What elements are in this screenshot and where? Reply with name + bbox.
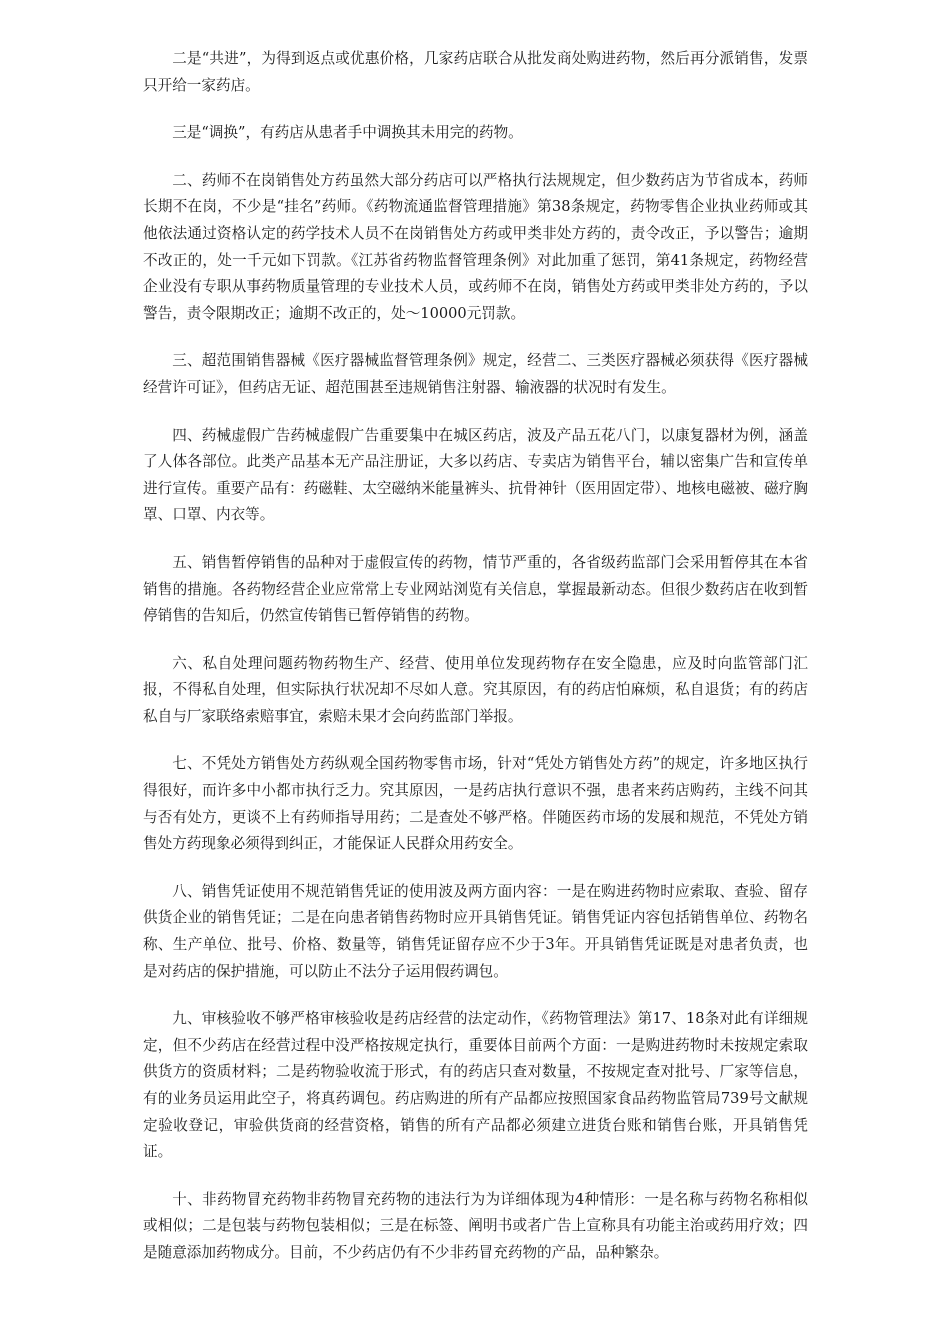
paragraph-inspection: 九、审核验收不够严格审核验收是药店经营的法定动作，《药物管理法》第17、18条对此有详细规定，但不少药店在经营过程中没严格按规定执行，重要体目前两个方面：一是购进药物时未按规定索取供货方的资质材料；二是药物验收流于形式，有的药店只查对数量，不按规定查对批号、厂家等信息，有的业务员运用此空子，将真药调包。药店购进的所有产品都应按照国家食品药物监管局739号文献规定验收登记，审验供货商的经营资格，销售的所有产品都必须建立进货台账和销售台账，开具销售凭证。 xyxy=(143,1010,808,1161)
paragraph-no-prescription: 七、不凭处方销售处方药纵观全国药物零售市场，针对“凭处方销售处方药”的规定，许多地区执行得很好，而许多中小都市执行乏力。究其原因，一是药店执行意识不强，患者来药店购药，主线不问其与否有处方，更谈不上有药师指导用药；二是查处不够严格。伴随医药市场的发展和规范，不凭处方销售处方药现象必须得到纠正，才能保证人民群众用药安全。 xyxy=(143,755,808,853)
paragraph-false-ads: 四、药械虚假广告药械虚假广告重要集中在城区药店，波及产品五花八门，以康复器材为例，涵盖了人体各部位。此类产品基本无产品注册证，大多以药店、专卖店为销售平台，辅以密集广告和宣传单进行宣传。重要产品有：药磁鞋、太空磁纳米能量裤头、抗骨神针（医用固定带）、地核电磁被、磁疗胸罩、口罩、内衣等。 xyxy=(143,426,808,524)
paragraph-private-handling: 六、私自处理问题药物药物生产、经营、使用单位发现药物存在安全隐患，应及时向监管部门汇报，不得私自处理，但实际执行状况却不尽如人意。究其原因，有的药店怕麻烦，私自退货；有的药店私自与厂家联络索赔事宜，索赔未果才会向药监部门举报。 xyxy=(143,654,808,725)
paragraph-device-scope: 三、超范围销售器械《医疗器械监督管理条例》规定，经营二、三类医疗器械必须获得《医疗器械经营许可证》，但药店无证、超范围甚至违规销售注射器、输液器的状况时有发生。 xyxy=(143,352,808,396)
document-body xyxy=(143,46,808,1288)
paragraph-sales-vouchers: 八、销售凭证使用不规范销售凭证的使用波及两方面内容：一是在购进药物时应索取、查验、留存供货企业的销售凭证；二是在向患者销售药物时应开具销售凭证。销售凭证内容包括销售单位、药物名称、生产单位、批号、价格、数量等，销售凭证留存应不少于3年。开具销售凭证既是对患者负责，也是对药店的保护措施，可以防止不法分子运用假药调包。 xyxy=(143,882,808,980)
paragraph-pharmacist-absent: 二、药师不在岗销售处方药虽然大部分药店可以严格执行法规规定，但少数药店为节省成本，药师长期不在岗，不少是“挂名”药师。《药物流通监督管理措施》第38条规定，药物零售企业执业药师或其他依法通过资格认定的药学技术人员不在岗销售处方药或甲类非处方药的，责令改正，予以警告；逾期不改正的，处一千元如下罚款。《江苏省药物监督管理条例》对此加重了惩罚，第41条规定，药物经营企业没有专职从事药物质量管理的专业技术人员，或药师不在岗，销售处方药或甲类非处方药的，予以警告，责令限期改正；逾期不改正的，处～10000元罚款。 xyxy=(143,171,808,322)
paragraph-non-drug: 十、非药物冒充药物非药物冒充药物的违法行为为详细体现为4种情形：一是名称与药物名称相似或相似；二是包装与药物包装相似；三是在标签、阐明书或者广告上宣称具有功能主治或药用疗效；四是随意添加药物成分。目前，不少药店仍有不少非药冒充药物的产品，品种繁杂。 xyxy=(143,1190,808,1261)
paragraph-tiaohuan: 三是“调换”，有药店从患者手中调换其未用完的药物。 xyxy=(172,124,523,142)
paragraph-suspended-sales: 五、销售暂停销售的品种对于虚假宣传的药物，情节严重的，各省级药监部门会采用暂停其在本省销售的措施。各药物经营企业应常常上专业网站浏览有关信息，掌握最新动态。但很少数药店在收到暂停销售的告知后，仍然宣传销售已暂停销售的药物。 xyxy=(143,553,808,625)
paragraph-gongjin: 二是“共进”，为得到返点或优惠价格，几家药店联合从批发商处购进药物，然后再分派销售，发票只开给一家药店。 xyxy=(143,50,808,94)
